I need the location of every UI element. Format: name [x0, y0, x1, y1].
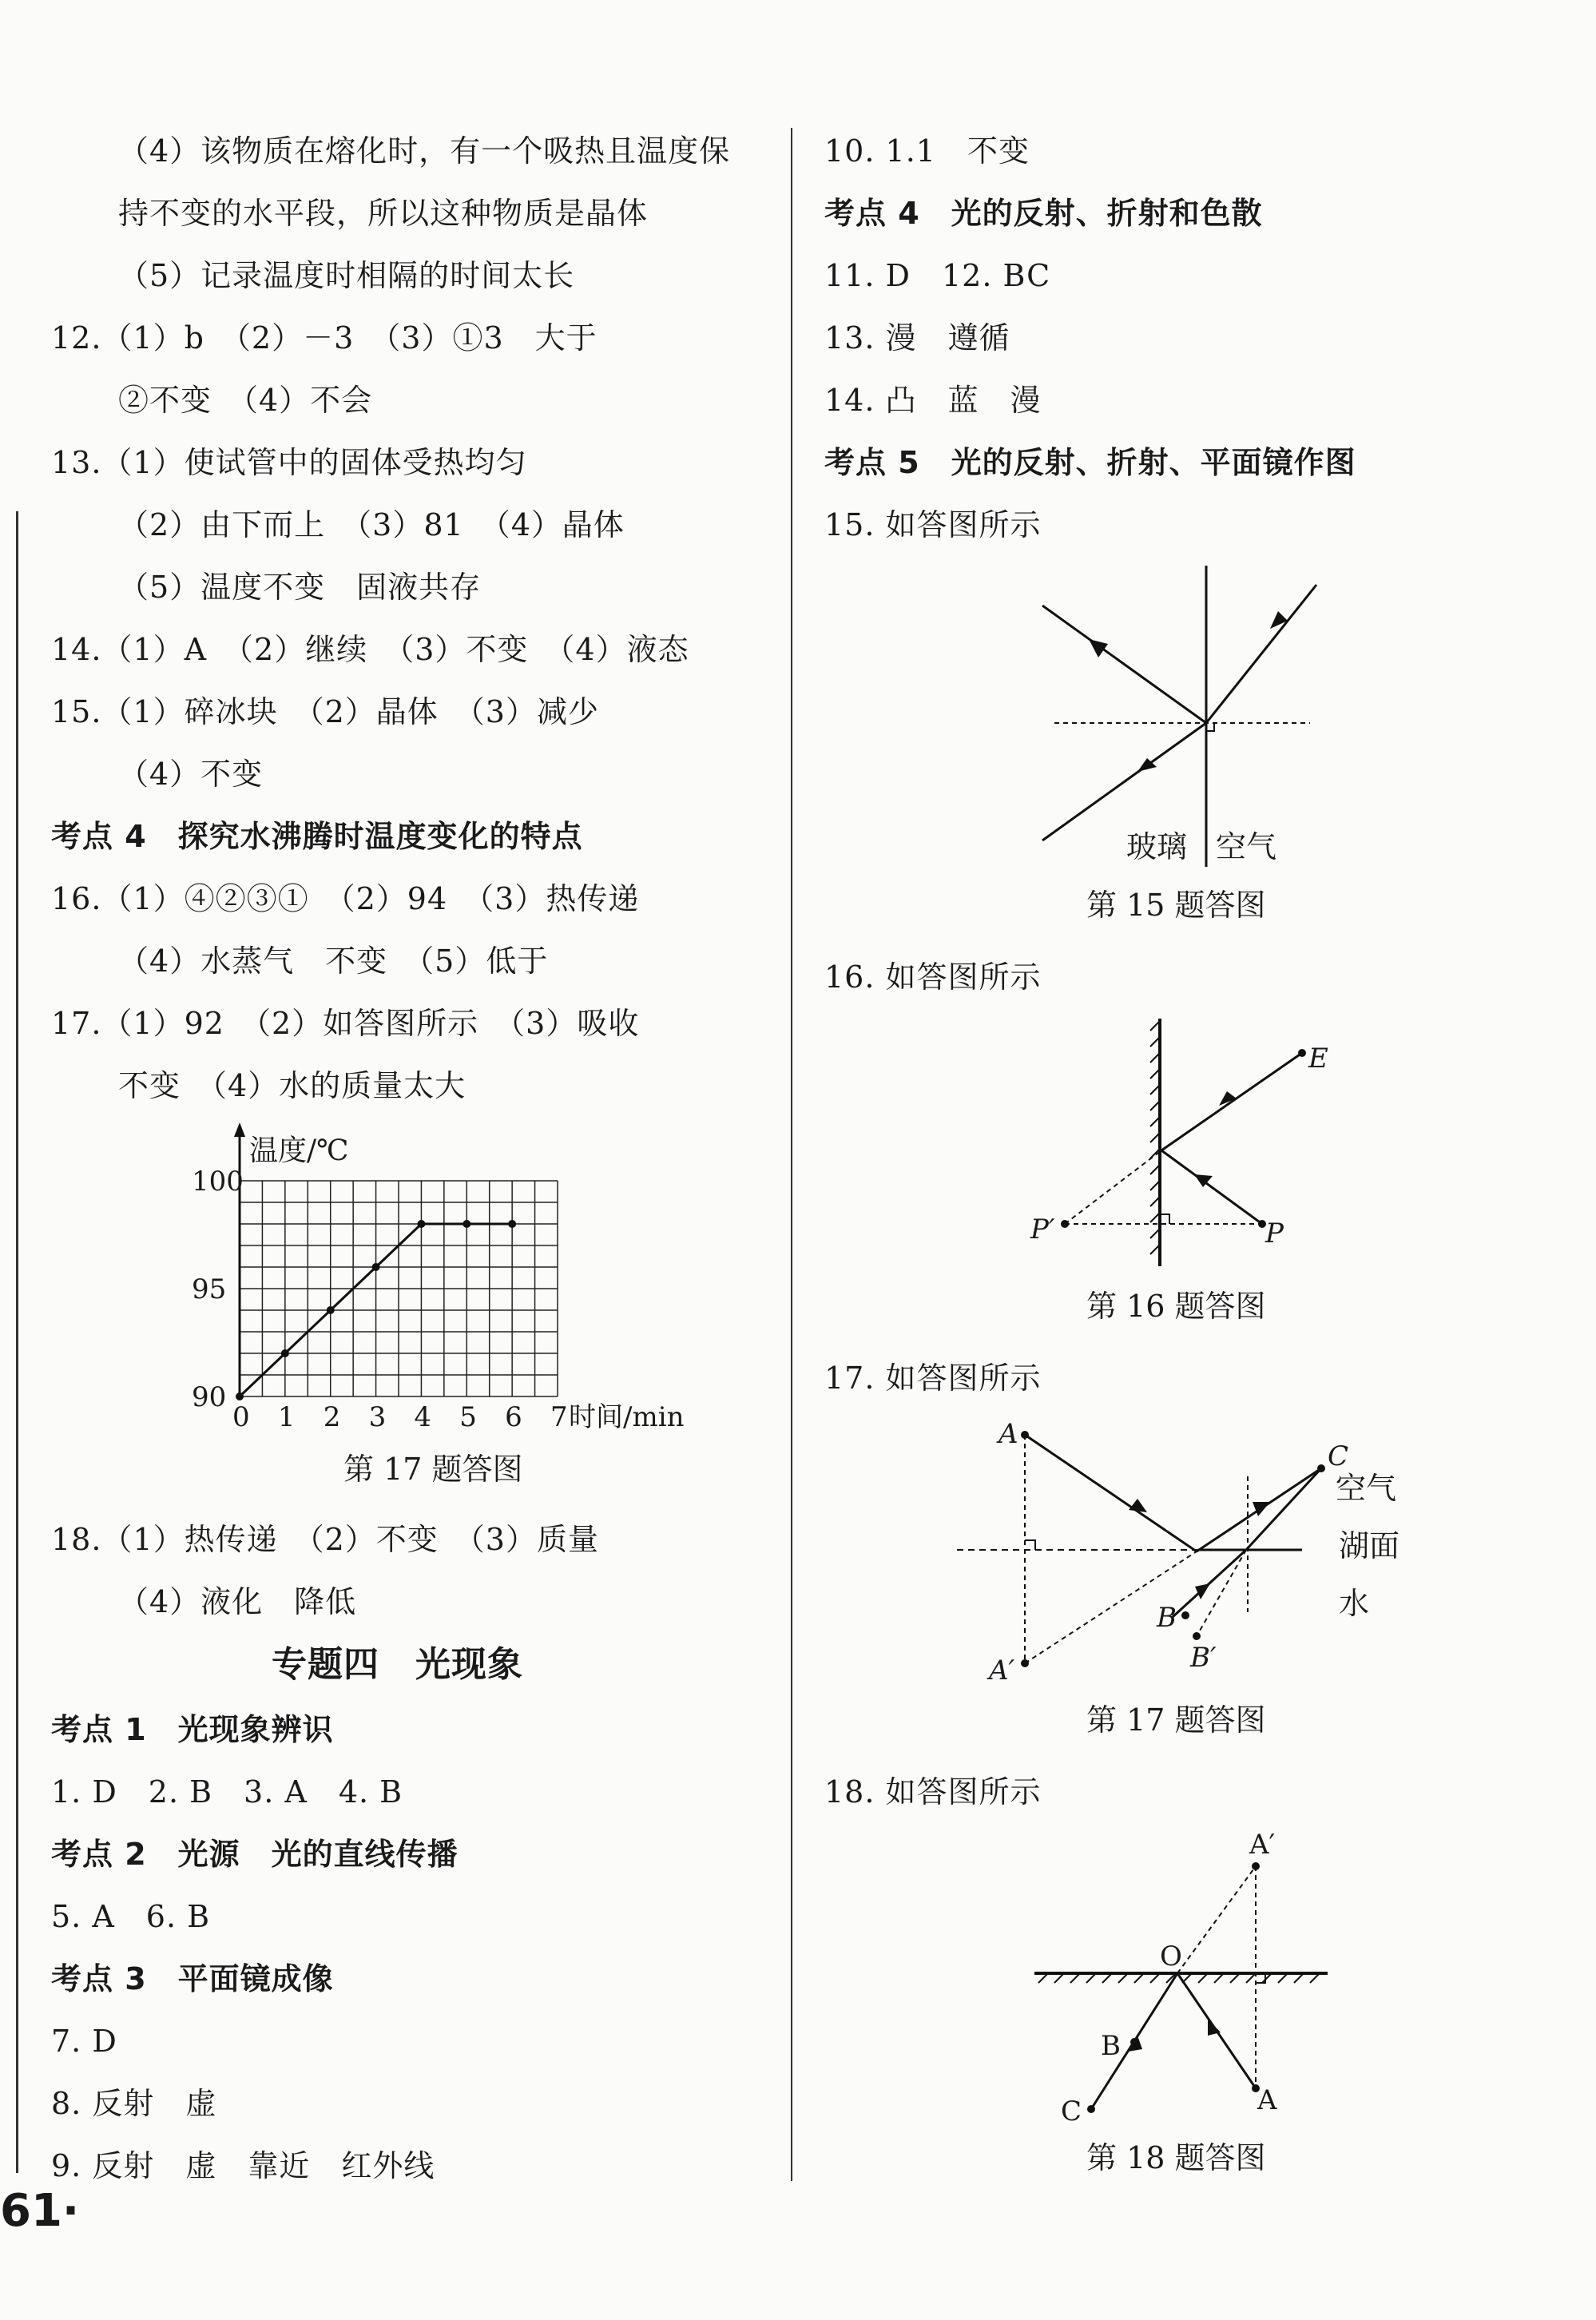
answer-15-right: 15. 如答图所示: [824, 507, 1042, 542]
caption-17-left: 第 17 题答图: [343, 1452, 523, 1487]
fig17-label-air: 空气: [1336, 1471, 1397, 1506]
fig18-point-a-prime: [1252, 1862, 1260, 1870]
fig17-label-c: C: [1328, 1440, 1349, 1472]
heading-kaodian-4-reflection: 考点 4 光的反射、折射和色散: [824, 196, 1263, 231]
fig18-point-c: [1087, 2105, 1095, 2113]
chart-x-tick-label: 4: [414, 1401, 432, 1433]
fig17-label-a: A: [998, 1418, 1018, 1450]
chart-x-tick-label: 0: [232, 1401, 250, 1433]
fig16-label-e: E: [1308, 1043, 1328, 1075]
chart-x-tick-label: 5: [459, 1401, 477, 1433]
chart-ylabel: 温度/℃: [249, 1134, 349, 1167]
fig18-label-o: O: [1160, 1941, 1182, 1972]
chart-xlabel: 时间/min: [569, 1401, 685, 1433]
fig17-label-b-prime: B′: [1190, 1642, 1217, 1674]
answer-18-line1: 18.（1）热传递 （2）不变 （3）质量: [51, 1522, 599, 1557]
fig18-label-a: A: [1257, 2084, 1277, 2116]
answer-12-line2: ②不变 （4）不会: [118, 383, 373, 418]
answer-18-right: 18. 如答图所示: [824, 1774, 1042, 1810]
answer-10: 10. 1.1 不变: [824, 133, 1030, 169]
chart-x-tick-label: 2: [323, 1401, 341, 1433]
heading-kaodian-3: 考点 3 平面镜成像: [51, 1961, 334, 1996]
answer-11-12: 11. D 12. BC: [824, 258, 1051, 293]
answer-11-4-line2: 持不变的水平段，所以这种物质是晶体: [118, 196, 649, 231]
answer-16-line2: （4）水蒸气 不变 （5）低于: [118, 943, 549, 979]
answer-15-line1: 15.（1）碎冰块 （2）晶体 （3）减少: [51, 694, 599, 729]
answer-14: 14.（1）A （2）继续 （3）不变 （4）液态: [51, 632, 689, 667]
answer-16-right: 16. 如答图所示: [824, 959, 1042, 995]
fig18-label-a-prime: A′: [1249, 1829, 1276, 1861]
answer-9: 9. 反射 虚 靠近 红外线: [51, 2148, 435, 2183]
section-title-light: 专题四 光现象: [272, 1644, 523, 1685]
fig15-label-glass: 玻璃: [1126, 829, 1188, 864]
fig18-label-b: B: [1101, 2030, 1121, 2062]
chart-x-tick-label: 6: [505, 1401, 522, 1433]
page-number: 61·: [0, 2185, 80, 2237]
heading-kaodian-5: 考点 5 光的反射、折射、平面镜作图: [824, 445, 1356, 480]
answer-15-line2: （4）不变: [118, 757, 264, 792]
chart-x-tick-label: 7: [550, 1401, 568, 1433]
answer-13-line3: （5）温度不变 固液共存: [118, 570, 482, 605]
answer-8: 8. 反射 虚: [51, 2086, 217, 2121]
answer-11-5: （5）记录温度时相隔的时间太长: [118, 258, 575, 293]
chart-y-tick-label: 100: [192, 1166, 244, 1198]
answer-17-line2: 不变 （4）水的质量太大: [118, 1068, 466, 1103]
fig15-label-air: 空气: [1216, 829, 1277, 864]
heading-kaodian-2: 考点 2 光源 光的直线传播: [51, 1837, 459, 1872]
fig18-label-c: C: [1061, 2096, 1082, 2127]
answer-12-line1: 12.（1）b （2）－3 （3）①3 大于: [51, 320, 598, 356]
caption-18: 第 18 题答图: [1086, 2140, 1266, 2175]
fig18-point-b: [1130, 2038, 1138, 2046]
caption-15: 第 15 题答图: [1086, 888, 1266, 923]
answer-18-line2: （4）液化 降低: [118, 1584, 357, 1619]
answer-11-4-line1: （4）该物质在熔化时，有一个吸热且温度保: [118, 133, 731, 169]
answer-5-6: 5. A 6. B: [51, 1899, 211, 1934]
chart-x-tick-label: 3: [368, 1401, 387, 1433]
caption-17-right: 第 17 题答图: [1086, 1702, 1266, 1738]
answer-17-line1: 17.（1）92 （2）如答图所示 （3）吸收: [51, 1006, 640, 1041]
fig16-label-p: P: [1265, 1218, 1284, 1249]
answer-13-line1: 13.（1）使试管中的固体受热均匀: [51, 445, 527, 480]
answer-14-right: 14. 凸 蓝 漫: [824, 383, 1042, 418]
fig17-label-b: B: [1157, 1602, 1177, 1634]
heading-kaodian-4-boiling: 考点 4 探究水沸腾时温度变化的特点: [51, 819, 583, 854]
fig18-virtual-dashed: [1177, 1866, 1256, 1973]
chart-y-tick-label: 95: [192, 1273, 227, 1305]
answer-7: 7. D: [51, 2024, 117, 2059]
answer-13-right: 13. 漫 遵循: [824, 320, 1010, 356]
answer-1-4: 1. D 2. B 3. A 4. B: [51, 1774, 403, 1810]
heading-kaodian-1: 考点 1 光现象辨识: [51, 1712, 334, 1747]
fig17-label-surface: 湖面: [1339, 1528, 1400, 1563]
fig17-label-water: 水: [1339, 1586, 1370, 1621]
answer-16-line1: 16.（1）④②③① （2）94 （3）热传递: [51, 881, 640, 916]
fig17-label-a-prime: A′: [989, 1655, 1015, 1686]
chart-y-tick-label: 90: [192, 1381, 227, 1413]
chart-x-tick-label: 1: [277, 1401, 296, 1433]
fig16-label-p-prime: P′: [1030, 1214, 1055, 1245]
answer-13-line2: （2）由下而上 （3）81 （4）晶体: [118, 507, 625, 542]
answer-17-right: 17. 如答图所示: [824, 1361, 1042, 1396]
caption-16: 第 16 题答图: [1086, 1289, 1266, 1324]
